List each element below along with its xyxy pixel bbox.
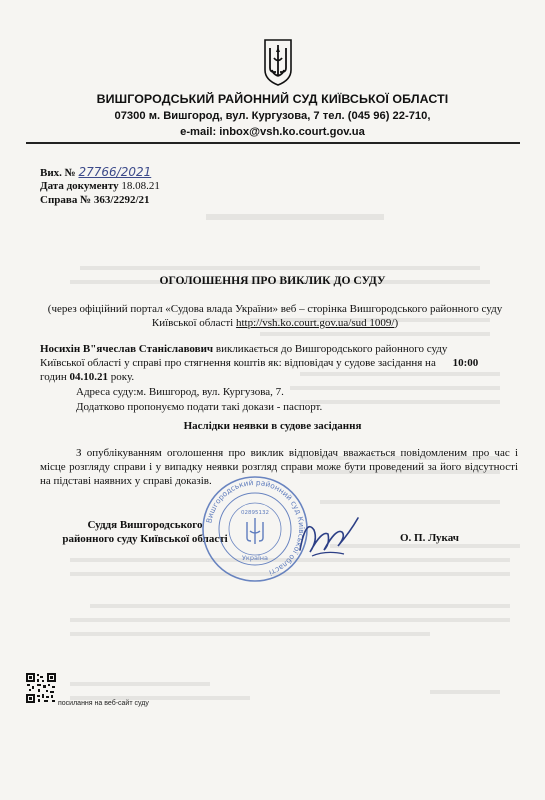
case-number-row: [40, 194, 150, 206]
seal-code: 02895132: [241, 510, 269, 516]
portal-line-2: Київської області: [151, 317, 234, 329]
summons-text-1: викликається до Вишгородського районного суду: [213, 343, 448, 355]
judge-title-line-2: районного суду Київської області: [62, 533, 228, 545]
consequences-text: З опублікуванням оголошення про виклик відповідач вважається повідомленим про час і місце розгляду справи і у випадку неявки розгляд справи може бути проведений за його відсутності на підставі наявних у справі доказів.: [40, 447, 518, 487]
date-label: Дата документу: [40, 180, 119, 192]
defendant-name: Носихін В"ячеслав Станіславович: [40, 343, 214, 355]
court-name: ВИШГОРОДСЬКИЙ РАЙОННИЙ СУД КИЇВСЬКОЇ ОБЛАСТІ: [96, 92, 449, 106]
notice-title: ОГОЛОШЕННЯ ПРО ВИКЛИК ДО СУДУ: [159, 274, 386, 287]
judge-title-line-1: Суддя Вишгородського: [87, 519, 203, 531]
hearing-date: 04.10.21: [69, 371, 109, 383]
header-divider: [26, 142, 520, 144]
outgoing-number: 27766/2021: [78, 165, 152, 179]
qr-caption: посилання на веб-сайт суду: [58, 700, 149, 707]
portal-line-1: (через офіційний портал «Судова влада України» веб – сторінка Вишгородського районного суду: [47, 303, 503, 315]
summons-paragraph: [40, 342, 518, 384]
seal-country: Україна: [241, 554, 269, 562]
hearing-time: 10:00: [452, 357, 479, 369]
hours-label: годин: [40, 371, 67, 383]
outgoing-number-row: [40, 165, 151, 179]
seal-trident-icon: [247, 518, 263, 544]
consequences-title: Наслідки неявки в судове засідання: [183, 420, 362, 432]
seal-outer-text: Вишгородський районний суд Київської області: [204, 477, 307, 578]
outgoing-label: Вих. №: [40, 167, 76, 179]
judge-signature: [292, 510, 362, 565]
qr-code-icon[interactable]: [26, 673, 56, 703]
portal-close: ): [394, 317, 399, 329]
coat-of-arms-icon: [263, 38, 293, 86]
evidence-line: Додатково пропонуємо подати такі докази - паспорт.: [76, 401, 323, 413]
year-word: року.: [108, 371, 135, 383]
judge-name: О. П. Лукач: [400, 532, 459, 544]
summons-text-2: Київської області у справі про стягнення коштів як: відповідач у судове засідання на: [40, 357, 436, 369]
portal-link[interactable]: http://vsh.ko.court.gov.ua/sud 1009/: [235, 317, 395, 329]
court-address: 07300 м. Вишгород, вул. Кургузова, 7 тел. (045 96) 22-710,: [114, 110, 431, 122]
court-address-line: Адреса суду:м. Вишгород, вул. Кургузова, 7.: [76, 386, 284, 398]
date-value: 18.08.21: [121, 180, 160, 192]
case-number: 363/2292/21: [93, 194, 150, 206]
portal-reference: [40, 302, 510, 330]
case-label: Справа №: [40, 194, 92, 206]
court-email: e-mail: inbox@vsh.ko.court.gov.ua: [180, 126, 365, 138]
document-date-row: [40, 180, 160, 192]
